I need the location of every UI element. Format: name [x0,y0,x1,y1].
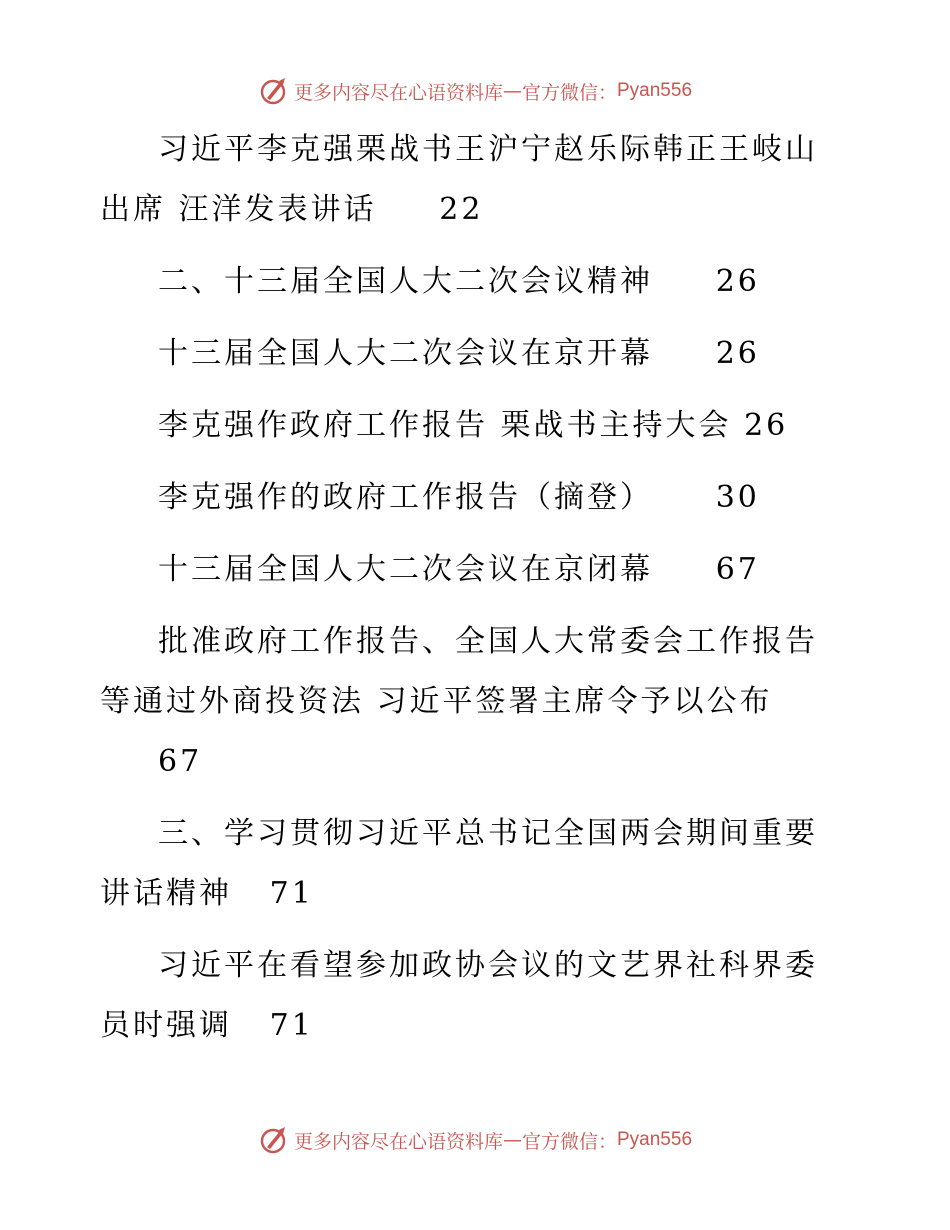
toc-entry-text: 李克强作的政府工作报告（摘登） [158,480,653,515]
toc-entry [100,540,840,600]
toc-entry-text: 习近平李克强栗战书王沪宁赵乐际韩正王岐山出席 汪洋发表讲话 [100,132,818,227]
quill-logo-icon [258,1125,288,1155]
toc-entry-page: 30 [715,480,760,515]
toc-entry-page: 26 [744,408,789,443]
toc-entry [100,252,840,312]
toc-list [100,120,840,1056]
toc-entry-text: 习近平在看望参加政协会议的文艺界社科界委员时强调 [100,948,818,1043]
toc-entry-text: 李克强作政府工作报告 栗战书主持大会 [158,408,732,443]
toc-entry-text: 三、学习贯彻习近平总书记全国两会期间重要讲话精神 [100,816,818,911]
toc-entry-text: 二、十三届全国人大二次会议精神 [158,264,653,299]
watermark-dash: — [502,80,522,102]
watermark-suffix: 官方微信： [521,81,617,104]
toc-entry-page: 71 [269,1008,314,1043]
toc-entry [100,804,840,924]
watermark-id: Pyan556 [617,80,693,101]
toc-entry [100,612,840,792]
toc-entry-text: 十三届全国人大二次会议在京开幕 [158,336,653,371]
watermark-dash: — [502,1129,522,1151]
toc-entry-page: 22 [439,192,484,227]
watermark-id: Pyan556 [617,1129,693,1150]
toc-entry-text: 十三届全国人大二次会议在京闭幕 [158,552,653,587]
toc-entry-text: 批准政府工作报告、全国人大常委会工作报告等通过外商投资法 习近平签署主席令予以公布 [100,624,818,719]
watermark-suffix: 官方微信： [521,1130,617,1153]
toc-entry [100,936,840,1056]
toc-entry [100,396,840,456]
watermark-text: 更多内容尽在心语资料库 [293,1130,503,1153]
toc-entry [100,468,840,528]
toc-entry-page: 67 [715,552,760,587]
toc-entry-page: 67 [158,744,203,779]
header-watermark [0,71,950,111]
quill-logo-icon [258,76,288,106]
toc-entry-page: 26 [715,336,760,371]
toc-entry-page: 71 [269,876,314,911]
toc-entry [100,120,840,240]
footer-watermark [0,1120,950,1160]
toc-entry-page: 26 [715,264,760,299]
toc-entry [100,324,840,384]
watermark-text: 更多内容尽在心语资料库 [293,81,503,104]
